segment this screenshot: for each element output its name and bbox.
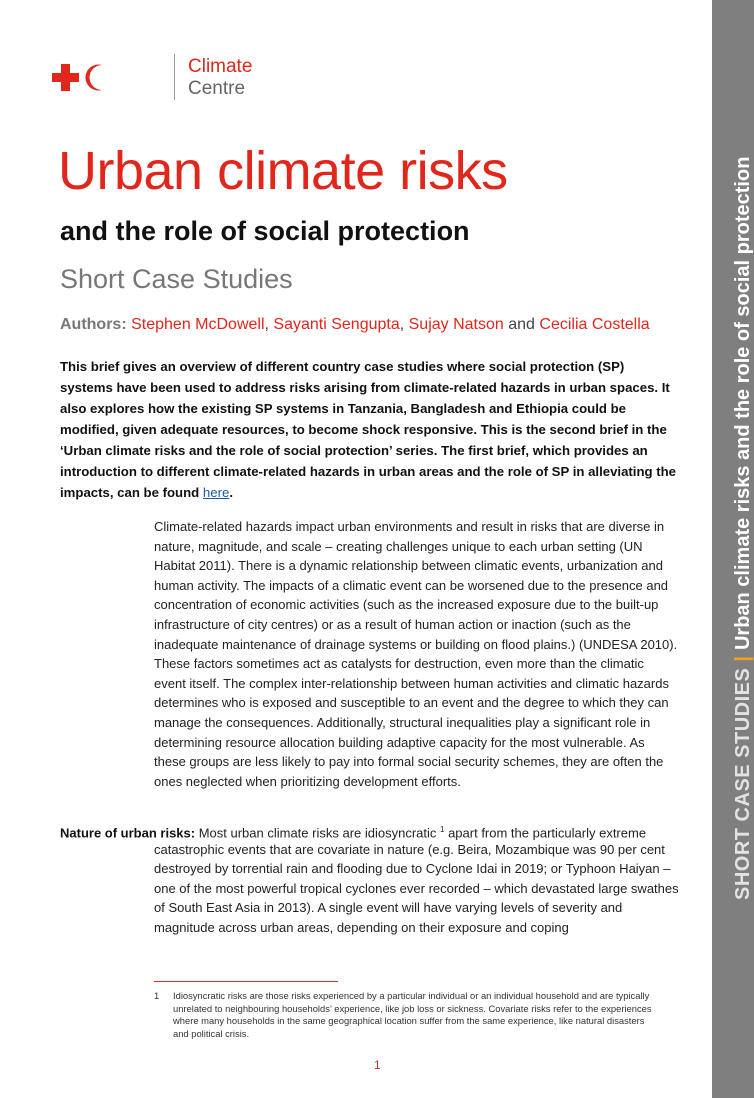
author-name: Sujay Natson [408,316,504,333]
footnote-text: Idiosyncratic risks are those risks experienced by a particular individual or an individual household and are typically unrelated to neighbouring households’ experience, like job loss or sickness. Covariate risks refer to the experiences where many households in the same geographical location suffer from the same experience, like natural disasters and political crisis. [173,990,652,1039]
logo-divider [174,54,175,100]
sidebar-series: SHORT CASE STUDIES [732,667,754,900]
intro-summary [60,356,680,503]
logo-text-centre: Centre [188,78,246,99]
red-cross-crescent-icon [52,64,112,92]
nature-paragraph: catastrophic events that are covariate in nature (e.g. Beira, Mozambique was 90 per cent destroyed by torrential rain and flooding due to Cyclone Idai in 2019; or Typhoon Haiyan – one of the most powerful tropical cyclones ever recorded – which devastated large swathes of South East Asia in 2013). A single event will have varying levels of severity and magnitude across urban areas, depending on their exposure and coping [154,841,679,935]
nature-first-line-end: apart from the particularly extreme [444,825,647,841]
footnote-marker: 1 [440,825,445,834]
body-paragraph: Climate-related hazards impact urban environments and result in risks that are diverse in nature, magnitude, and scale – creating challenges unique to each urban setting (UN Habitat 2011). There is a dynamic relationship between climatic events, urbanization and human activity. The impacts of a climatic event can be worsened due to the presence and concentration of economic activities (such as the increased exposure due to the built-up infrastructure of city centres) or as a result of human action or inaction (such as the inadequate maintenance of drainage systems or building on flood plains.) (UNDESA 2010). These factors sometimes act as catalysts for destruction, even more than the climatic event itself. The complex inter-relationship between human activities and climatic hazards determines who is exposed and susceptible to an event and the degree to which they can manage the consequences. Additionally, structural inequalities play a significant role in determining resource allocation building adaptive capacity for the most vulnerable. As these groups are less likely to pay into formal social security schemes, they are often the ones neglected when prioritizing development efforts. [154,519,678,789]
authors-conjunction: and [508,316,535,333]
page-title: Urban climate risks [58,141,508,201]
intro-text: This brief gives an overview of different country case studies where social protection (SP) systems have been used to address risks arising from climate-related hazards in urban spaces. It also explores how the existing SP systems in Tanzania, Bangladesh and Ethiopia could be modified, given adequate resources, to become shock responsive. This is the second brief in the ‘Urban climate risks and the role of social protection’ series. The first brief, which provides an introduction to different climate-related hazards in urban areas and the role of SP in alleviating the impacts, can be found [60,359,677,500]
footnote [154,990,654,1040]
authors-label: Authors: [60,316,127,333]
author-name: Stephen McDowell [131,316,265,333]
footnote-divider [154,981,338,982]
intro-end: . [229,485,233,500]
author-name: Cecilia Costella [539,316,650,333]
footnote-number: 1 [154,990,160,1001]
author-name: Sayanti Sengupta [273,316,400,333]
logo-text-climate: Climate [188,56,253,77]
series-label: Short Case Studies [60,264,293,294]
sidebar-separator: | [732,656,754,662]
sidebar-doc-title: Urban climate risks and the role of social protection [732,156,754,651]
section-lead: Nature of urban risks: [60,825,196,841]
page-number: 1 [374,1058,381,1072]
authors-line: Authors: Stephen McDowell, Sayanti Sengupta, Sujay Natson and Cecilia Costella [60,316,650,333]
page-subtitle: and the role of social protection [60,216,470,246]
sidebar-title [733,157,753,900]
nature-first-line: Most urban climate risks are idiosyncratic [195,825,441,841]
vertical-sidebar [712,0,754,1098]
here-link[interactable]: here [202,485,230,500]
